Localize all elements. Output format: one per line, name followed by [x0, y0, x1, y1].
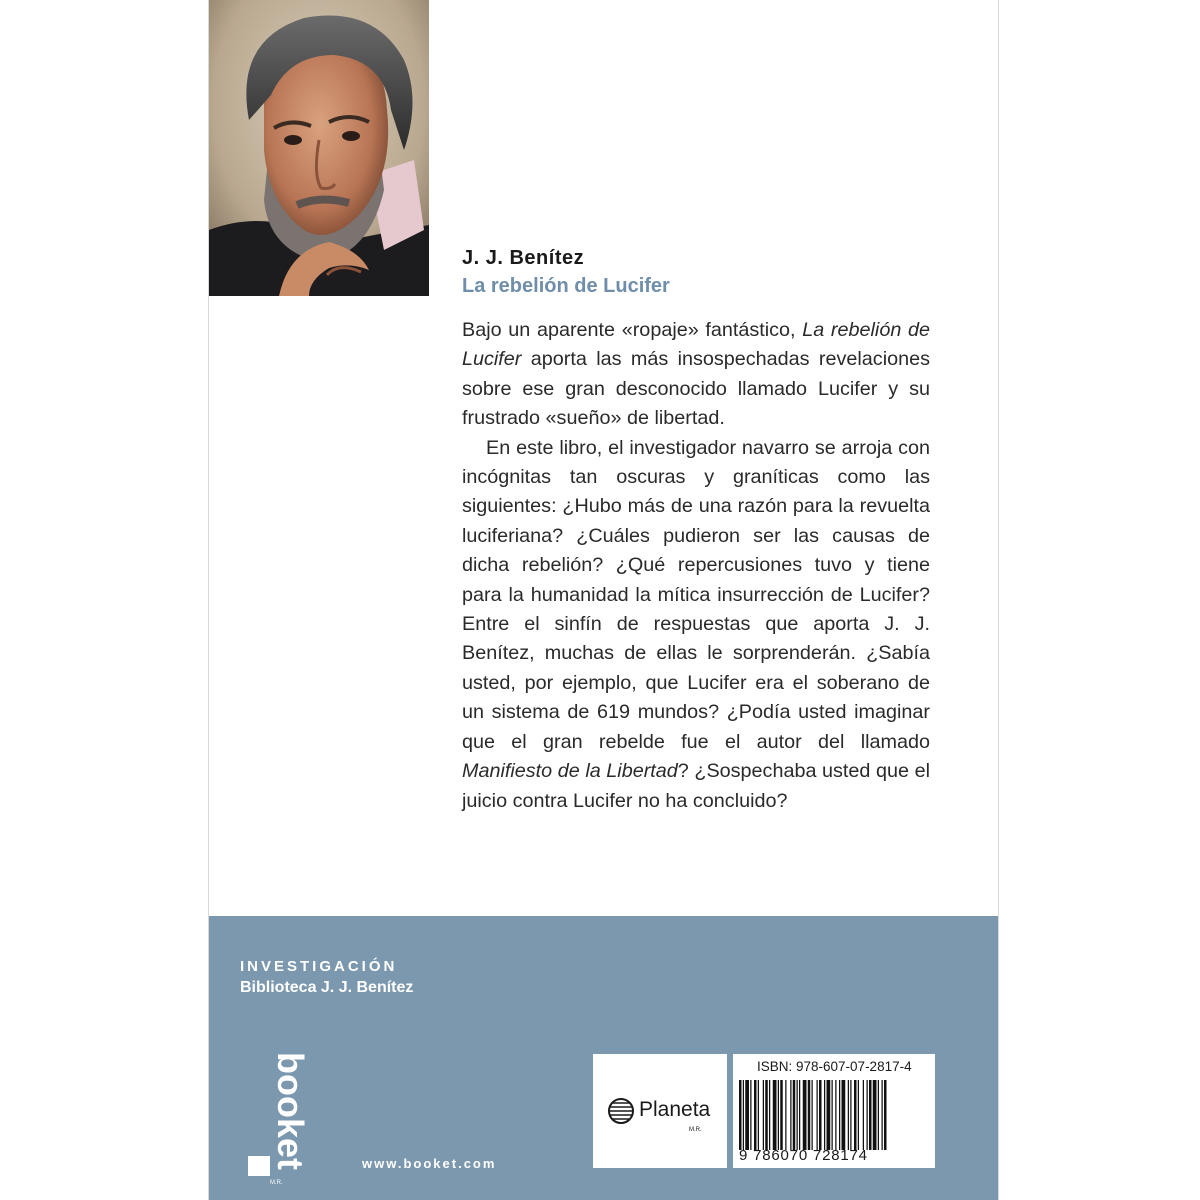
- barcode-bar: [827, 1080, 831, 1150]
- barcode-bar: [832, 1080, 833, 1150]
- barcode-bar: [869, 1080, 872, 1150]
- barcode-bar: [882, 1080, 883, 1150]
- barcode-bar: [824, 1080, 825, 1150]
- barcode-icon: [739, 1080, 931, 1150]
- barcode-bar: [780, 1080, 783, 1150]
- synopsis-text: Bajo un aparente «ropaje» fantástico,: [462, 319, 803, 341]
- barcode-bar: [873, 1080, 877, 1150]
- booket-mark: M.R.: [270, 1180, 283, 1186]
- synopsis-text: ? ¿Sospechaba usted que el juicio contra Lucifer no ha concluido?: [462, 760, 930, 812]
- barcode-bar: [819, 1080, 822, 1150]
- publisher-logo-box: [593, 1054, 727, 1168]
- barcode-bar: [790, 1080, 791, 1150]
- isbn-number: ISBN: 978-607-07-2817-4: [757, 1059, 912, 1074]
- barcode-bar: [803, 1080, 807, 1150]
- synopsis-paragraph-2: [462, 434, 930, 816]
- barcode-bar: [778, 1080, 779, 1150]
- barcode-bar: [867, 1080, 868, 1150]
- barcode-bar: [835, 1080, 836, 1150]
- library-label: Biblioteca J. J. Benítez: [240, 979, 414, 996]
- barcode-bar: [848, 1080, 849, 1150]
- barcode-bar: [839, 1080, 840, 1150]
- barcode-bar: [758, 1080, 759, 1150]
- barcode-bar: [773, 1080, 777, 1150]
- book-title: La rebelión de Lucifer: [462, 275, 670, 297]
- barcode-bar: [739, 1080, 742, 1150]
- barcode-bar: [750, 1080, 751, 1150]
- barcode-bar: [793, 1080, 796, 1150]
- barcode-bar: [808, 1080, 811, 1150]
- synopsis-title-italic: La rebelión de Lucifer: [462, 319, 930, 371]
- author-portrait-image: [209, 0, 429, 296]
- synopsis-paragraph-1: [462, 316, 930, 434]
- barcode-bar: [763, 1080, 764, 1150]
- barcode-bar: [858, 1080, 859, 1150]
- book-back-cover: [209, 0, 998, 1200]
- synopsis: [462, 316, 930, 816]
- barcode-bar: [854, 1080, 857, 1150]
- manifesto-title-italic: Manifiesto de la Libertad: [462, 760, 678, 783]
- website-url: www.booket.com: [362, 1156, 497, 1171]
- synopsis-text: aporta las más insospechadas revelaciones sobre ese gran desconocido llamado Lucifer y su frustrado «sueño» de libertad.: [462, 348, 930, 430]
- barcode-bar: [817, 1080, 818, 1150]
- barcode-bar: [842, 1080, 846, 1150]
- collection-label: INVESTIGACIÓN: [240, 958, 398, 975]
- barcode-bar: [884, 1080, 887, 1150]
- barcode-bar: [745, 1080, 749, 1150]
- ean-digits: 9 786070 728174: [739, 1147, 868, 1164]
- barcode-bar: [797, 1080, 798, 1150]
- author-name: J. J. Benítez: [462, 247, 585, 269]
- barcode-box: [733, 1054, 935, 1168]
- barcode-bar: [812, 1080, 813, 1150]
- barcode-bar: [743, 1080, 744, 1150]
- barcode-bar: [785, 1080, 786, 1150]
- barcode-bar: [754, 1080, 757, 1150]
- author-photo: [209, 0, 429, 296]
- synopsis-text: En este libro, el investigador navarro se arroja con incógnitas tan oscuras y graníticas como las siguientes: ¿Hubo más de una razón para la revuelta luciferiana? ¿Cuáles pudieron ser las causas de dicha rebelión? ¿Qué repercusiones tuvo y tiene para la humanidad la mítica insurrección de Lucifer? Entre el sinfín de respuestas que aporta J. J. Benítez, muchas de ellas le sorprenderán. ¿Sabía usted, por ejemplo, que Lucifer era el soberano de un sistema de 619 mundos? ¿Podía usted imaginar que el gran rebelde fue el autor del llamado: [462, 436, 930, 753]
- barcode-bar: [799, 1080, 800, 1150]
- barcode-bar: [878, 1080, 879, 1150]
- footer-band: [209, 916, 998, 1200]
- booket-logo-icon: [234, 1044, 311, 1186]
- barcode-bar: [863, 1080, 864, 1150]
- barcode-bar: [765, 1080, 768, 1150]
- barcode-bar: [850, 1080, 851, 1150]
- publisher-name: Planeta: [639, 1098, 711, 1121]
- planeta-globe-icon: [607, 1097, 635, 1125]
- barcode-bar: [769, 1080, 770, 1150]
- booket-logo-text: booket: [270, 1052, 311, 1171]
- publisher-mark: M.R.: [689, 1127, 702, 1133]
